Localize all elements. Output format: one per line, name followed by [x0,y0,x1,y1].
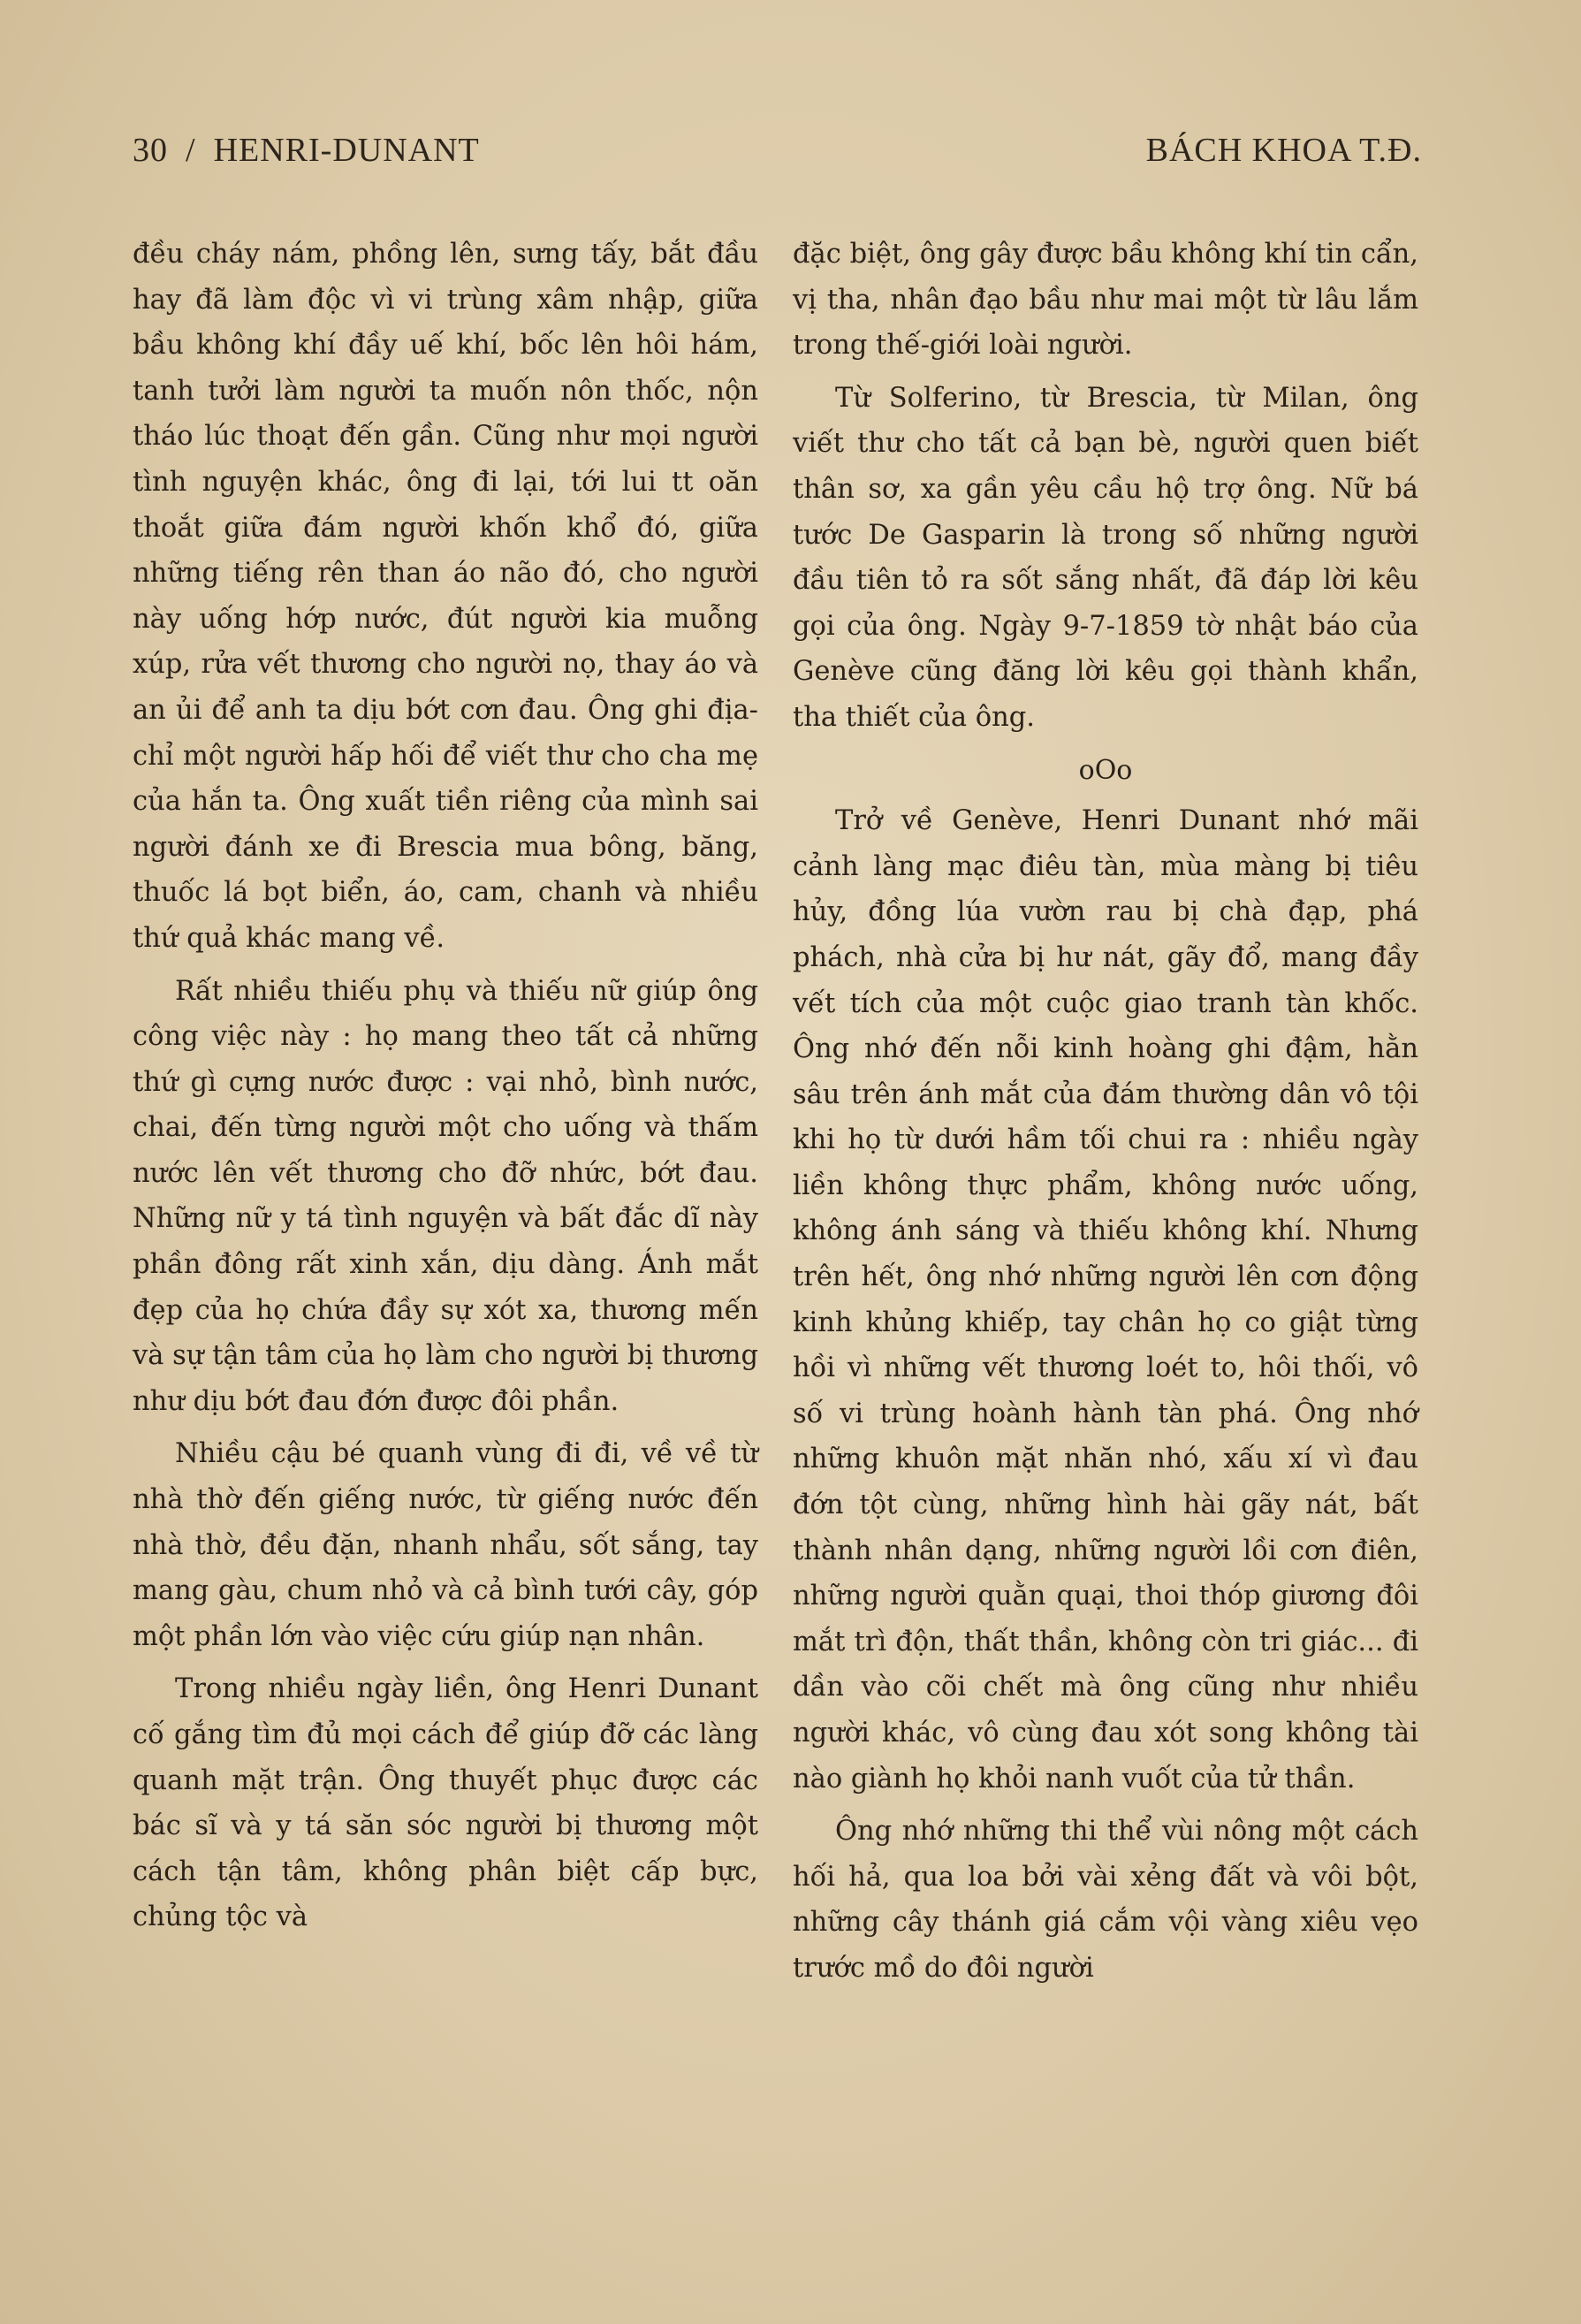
paragraph: Trở về Genève, Henri Dunant nhớ mãi cảnh làng mạc điêu tàn, mùa màng bị tiêu hủy, đồng lúa vườn rau bị chà đạp, phá phách, nhà cửa bị hư nát, gãy đổ, mang đầy vết tích của một cuộc giao tranh tàn khốc. Ông nhớ đến nỗi kinh hoàng ghi đậm, hằn sâu trên ánh mắt của đám thường dân vô tội khi họ từ dưới hầm tối chui ra : nhiều ngày liền không thực phẩm, không nước uống, không ánh sáng và thiếu không khí. Nhưng trên hết, ông nhớ những người lên cơn động kinh khủng khiếp, tay chân họ co giật từng hồi vì những vết thương loét to, hôi thối, vô số vi trùng hoành hành tàn phá. Ông nhớ những khuôn mặt nhăn nhó, xấu xí vì đau đớn tột cùng, những hình hài gãy nát, bất thành nhân dạng, những người lồi cơn điên, những người quằn quại, thoi thóp giương đôi mắt trì độn, thất thần, không còn tri giác... đi dần vào cõi chết mà ông cũng như nhiều người khác, vô cùng đau xót song không tài nào giành họ khỏi nanh vuốt của tử thần. [793,805,1418,1794]
right-column [793,232,1418,1999]
header-left [133,131,480,170]
paragraph: Ông nhớ những thi thể vùi nông một cách hối hả, qua loa bởi vài xẻng đất và vôi bột, những cây thánh giá cắm vội vàng xiêu vẹo trước mồ do đôi người [793,1816,1418,1984]
paragraph: Rất nhiều thiếu phụ và thiếu nữ giúp ông công việc này : họ mang theo tất cả những thứ gì cựng nước được : vại nhỏ, bình nước, chai, đến từng người một cho uống và thấm nước lên vết thương cho đỡ nhức, bớt đau. Những nữ y tá tình nguyện và bất đắc dĩ này phần đông rất xinh xắn, dịu dàng. Ánh mắt đẹp của họ chứa đầy sự xót xa, thương mến và sự tận tâm của họ làm cho người bị thương như dịu bớt đau đớn được đôi phần. [133,975,758,1417]
header-separator: / [186,132,196,169]
paragraph: Từ Solferino, từ Brescia, từ Milan, ông viết thư cho tất cả bạn bè, người quen biết thân sơ, xa gần yêu cầu hộ trợ ông. Nữ bá tước De Gasparin là trong số những người đầu tiên tỏ ra sốt sắng nhất, đã đáp lời kêu gọi của ông. Ngày 9-7-1859 tờ nhật báo của Genève cũng đăng lời kêu gọi thành khẩn, tha thiết của ông. [793,382,1418,733]
paragraph: Trong nhiều ngày liền, ông Henri Dunant cố gắng tìm đủ mọi cách để giúp đỡ các làng quanh mặt trận. Ông thuyết phục được các bác sĩ và y tá săn sóc người bị thương một cách tận tâm, không phân biệt cấp bực, chủng tộc và [133,1673,758,1933]
left-column [133,232,758,1947]
paragraph: đều cháy nám, phồng lên, sưng tấy, bắt đầu hay đã làm độc vì vi trùng xâm nhập, giữa bầu không khí đầy uế khí, bốc lên hôi hám, tanh tưởi làm người ta muốn nôn thốc, nộn tháo lúc thoạt đến gần. Cũng như mọi người tình nguyện khác, ông đi lại, tới lui tt oăn thoắt giữa đám người khốn khổ đó, giữa những tiếng rên than áo não đó, cho người này uống hớp nước, đút người kia muỗng xúp, rửa vết thương cho người nọ, thay áo và an ủi để anh ta dịu bớt cơn đau. Ông ghi địa-chỉ một người hấp hối để viết thư cho cha mẹ của hắn ta. Ông xuất tiền riêng của mình sai người đánh xe đi Brescia mua bông, băng, thuốc lá bọt biển, áo, cam, chanh và nhiều thứ quả khác mang về. [133,239,758,954]
page-number: 30 [133,132,168,169]
paragraph: Nhiều cậu bé quanh vùng đi đi, về về từ nhà thờ đến giếng nước, từ giếng nước đến nhà thờ, đều đặn, nhanh nhẩu, sốt sắng, tay mang gàu, chum nhỏ và cả bình tưới cây, góp một phần lớn vào việc cứu giúp nạn nhân. [133,1438,758,1652]
page-header [133,131,1422,184]
paragraph: đặc biệt, ông gây được bầu không khí tin cẩn, vị tha, nhân đạo bầu như mai một từ lâu lắm trong thế-giới loài người. [793,239,1418,362]
section-title: HENRI-DUNANT [213,132,480,169]
publication-title: BÁCH KHOA T.Đ. [1145,132,1422,169]
section-divider: oOo [1078,754,1133,786]
